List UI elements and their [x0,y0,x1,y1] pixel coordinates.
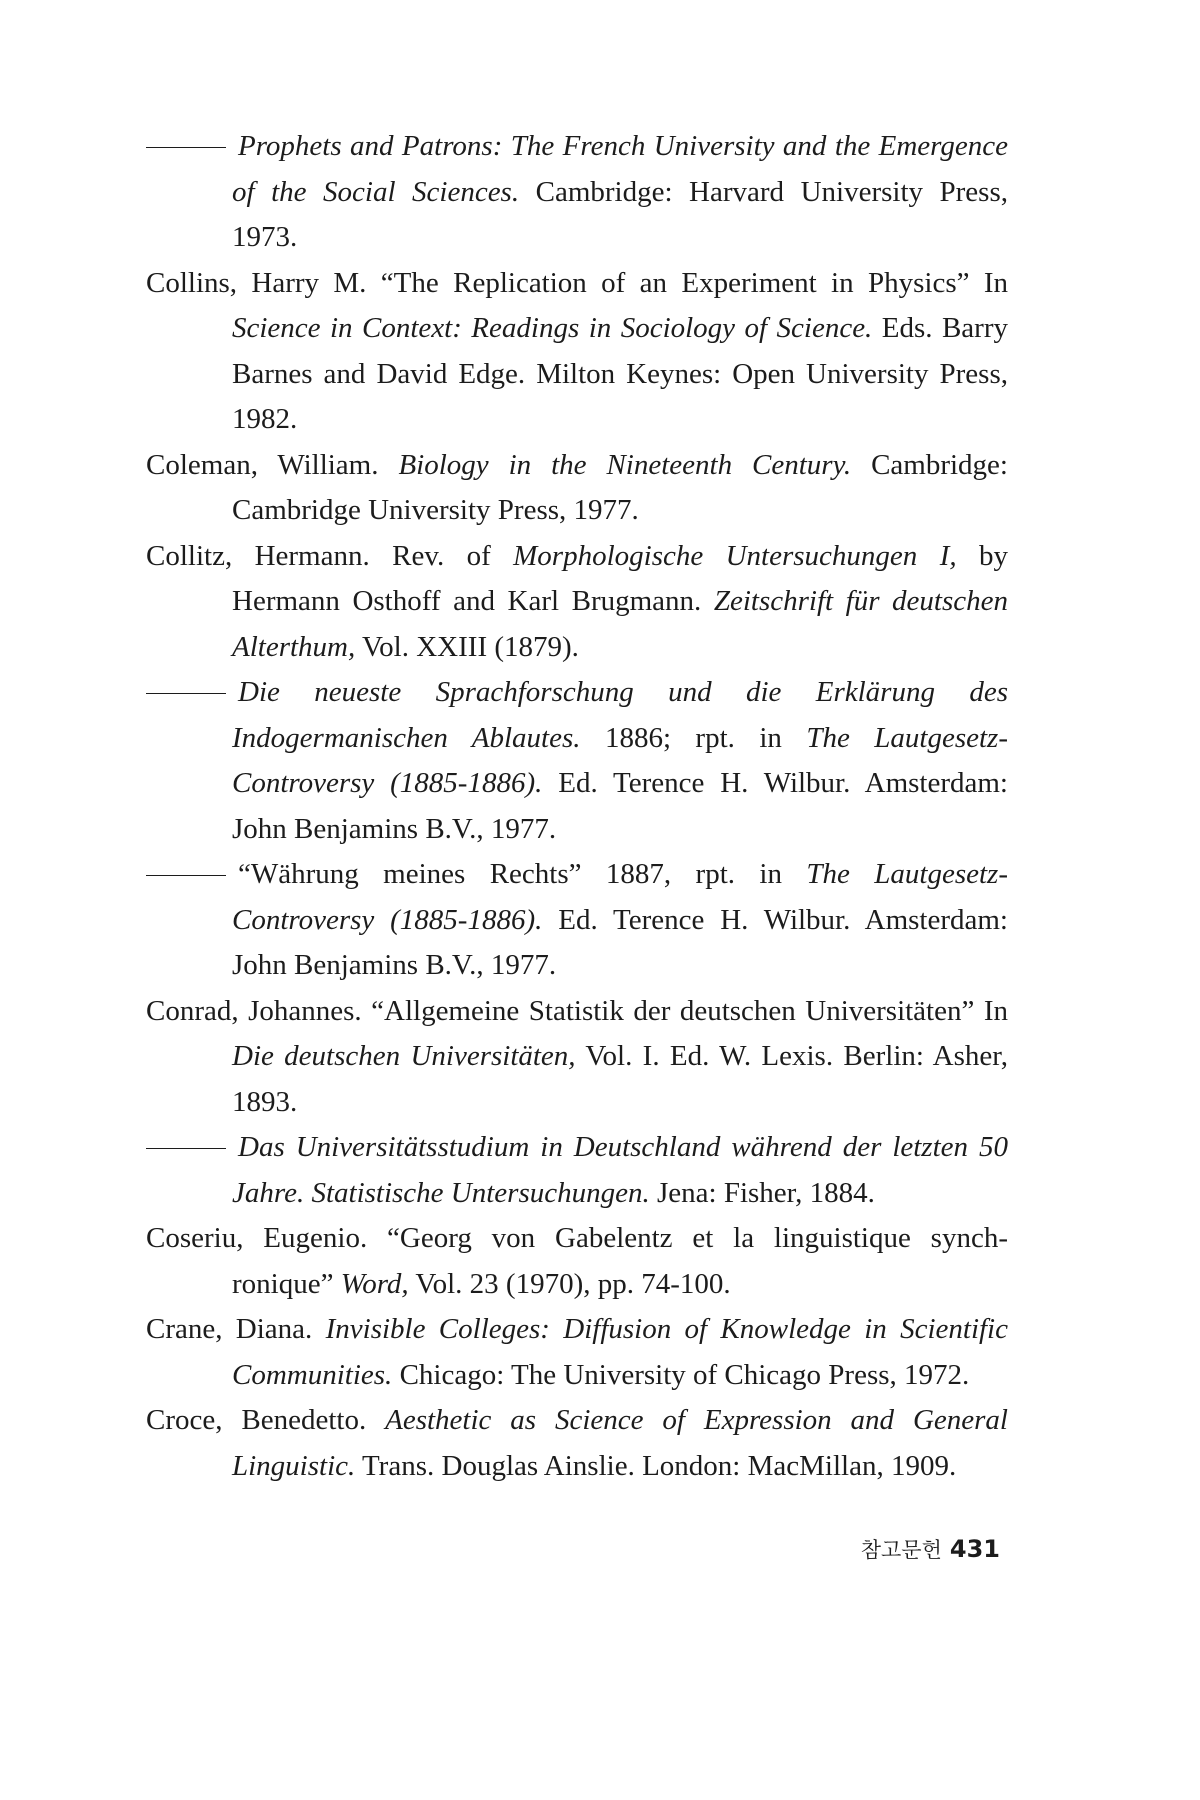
entry-text: Cambridge: Cambridge University Press, 1977. [232,448,1008,526]
bib-entry [146,534,1008,671]
bib-entry [146,1216,1008,1307]
entry-text: 1886; rpt. in [580,721,807,754]
entry-text: Prophets and Patrons: The French University and the Emergence of the Social Sciences. [232,130,1008,208]
entry-text: Morphologische Untersuchungen I, [513,539,957,572]
bib-entry [146,124,1008,261]
entry-text: Zeitschrift für deutschen Alterthum, [232,585,1009,663]
entry-text: Die neueste Sprachforschung und die Erklärung des Indogermanischen Ablautes. [232,676,1008,754]
entry-text: Croce, Benedetto. [146,1404,386,1436]
entry-text: The Lautgesetz-Controversy (1885-1886). [232,858,1008,936]
entry-text: by Hermann Osthoff and Karl Brugmann. [232,539,1008,617]
entry-text: Collins, Harry M. “The Replication of an Experiment in Physics” In [146,266,1008,299]
entry-text: Chicago: The University of Chicago Press, 1972. [392,1358,970,1391]
bib-entry [146,852,1008,989]
bib-entry [146,1307,1008,1398]
bib-entry [146,989,1008,1126]
entry-text: Vol. 23 (1970), pp. 74-100. [408,1267,731,1300]
entry-text: Cambridge: Harvard University Press, 1973. [232,175,1008,253]
section-label: 참고문헌 [860,1538,942,1562]
entry-text: The Lautgesetz-Controversy (1885-1886). [232,721,1008,799]
entry-text: Invisible Colleges: Diffusion of Knowledge in Scientific Communities. [232,1313,1008,1391]
entry-text: Science in Context: Readings in Sociology of Science. [232,312,873,344]
entry-text: “Währung meines Rechts” 1887, rpt. in [238,858,807,890]
entry-text: Coleman, William. [146,448,399,481]
entry-text: Conrad, Johannes. “Allgemeine Statistik der deutschen Universitäten” In [146,994,1008,1027]
entry-text: Ed. Terence H. Wilbur. Amsterdam: John Benjamins B.V., 1977. [232,767,1008,845]
entry-text: Ed. Terence H. Wilbur. Amsterdam: John Benjamins B.V., 1977. [232,903,1008,981]
entry-text: Biology in the Nineteenth Century. [398,448,852,481]
entry-text: Collitz, Hermann. Rev. of [146,539,514,572]
bib-entry [146,1125,1008,1216]
repeat-author-dash [146,1147,226,1149]
bibliography-list [146,124,1008,1489]
entry-text: Aesthetic as Science of Expression and General Linguistic. [232,1404,1008,1482]
entry-text: Eds. Barry Barnes and David Edge. Milton Keynes: Open University Press, 1982. [232,312,1008,435]
repeat-author-dash [146,692,226,694]
entry-text: Vol. XXIII (1879). [355,630,579,663]
repeat-author-dash [146,146,226,148]
entry-text: Das Universitätsstudium in Deutschland während der letzten 50 Jahre. Statistische Untersuchungen. [232,1131,1008,1209]
entry-text: Vol. I. Ed. W. Lexis. Berlin: Asher, 1893. [232,1040,1009,1118]
repeat-author-dash [146,874,226,876]
entry-text: Crane, Diana. [146,1313,326,1345]
entry-text: Word, [340,1267,409,1300]
page-footer [840,1534,1000,1565]
entry-text: Coseriu, Eugenio. “Georg von Gabelentz et la linguistique synch-ronique” [146,1222,1008,1300]
bib-entry [146,261,1008,443]
entry-text: Die deutschen Universitäten, [232,1040,576,1072]
bib-entry [146,1398,1008,1489]
entry-text: Trans. Douglas Ainslie. London: MacMillan, 1909. [355,1449,957,1482]
bib-entry [146,443,1008,534]
entry-text: Jena: Fisher, 1884. [649,1176,875,1209]
bib-entry [146,670,1008,852]
page-number: 431 [949,1535,1000,1563]
